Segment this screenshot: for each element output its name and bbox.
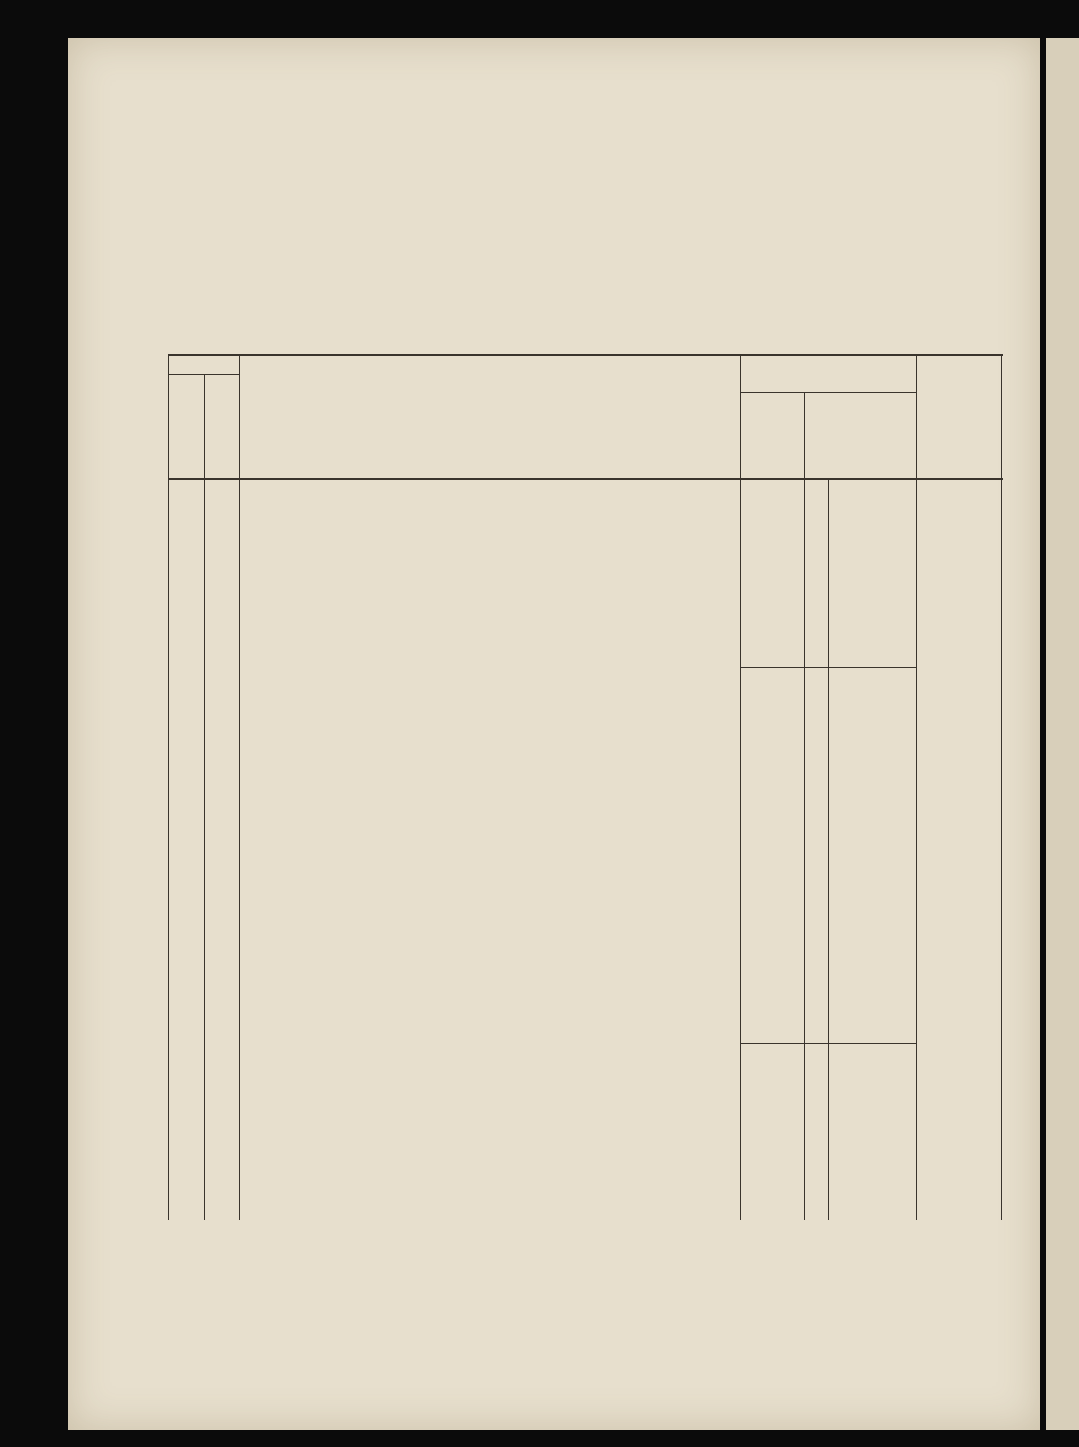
approved-rule [740, 392, 916, 393]
subtotal-rule [740, 1043, 916, 1044]
document-page [68, 38, 1040, 1430]
col-line-0 [168, 354, 169, 1220]
col-line-2 [239, 354, 240, 1220]
by-estimate-header [216, 376, 228, 464]
col-line-3 [740, 354, 741, 1220]
by-order-header [180, 376, 192, 464]
col-line-7 [1001, 354, 1002, 1220]
col-line-6 [916, 354, 917, 1220]
subtotal-row [168, 1047, 1003, 1067]
col-line-5 [828, 478, 829, 1220]
table-row [168, 626, 1003, 646]
col-line-4 [804, 392, 805, 1220]
table-row [168, 646, 1003, 666]
header-bottom-rule [168, 478, 1003, 480]
expense-table [168, 354, 1003, 1220]
col-line-1 [204, 374, 205, 1220]
next-page-edge [1046, 38, 1079, 1430]
subtotal-rule [740, 667, 916, 668]
table-top-rule [168, 354, 1003, 356]
subtotal-row [168, 672, 1003, 692]
